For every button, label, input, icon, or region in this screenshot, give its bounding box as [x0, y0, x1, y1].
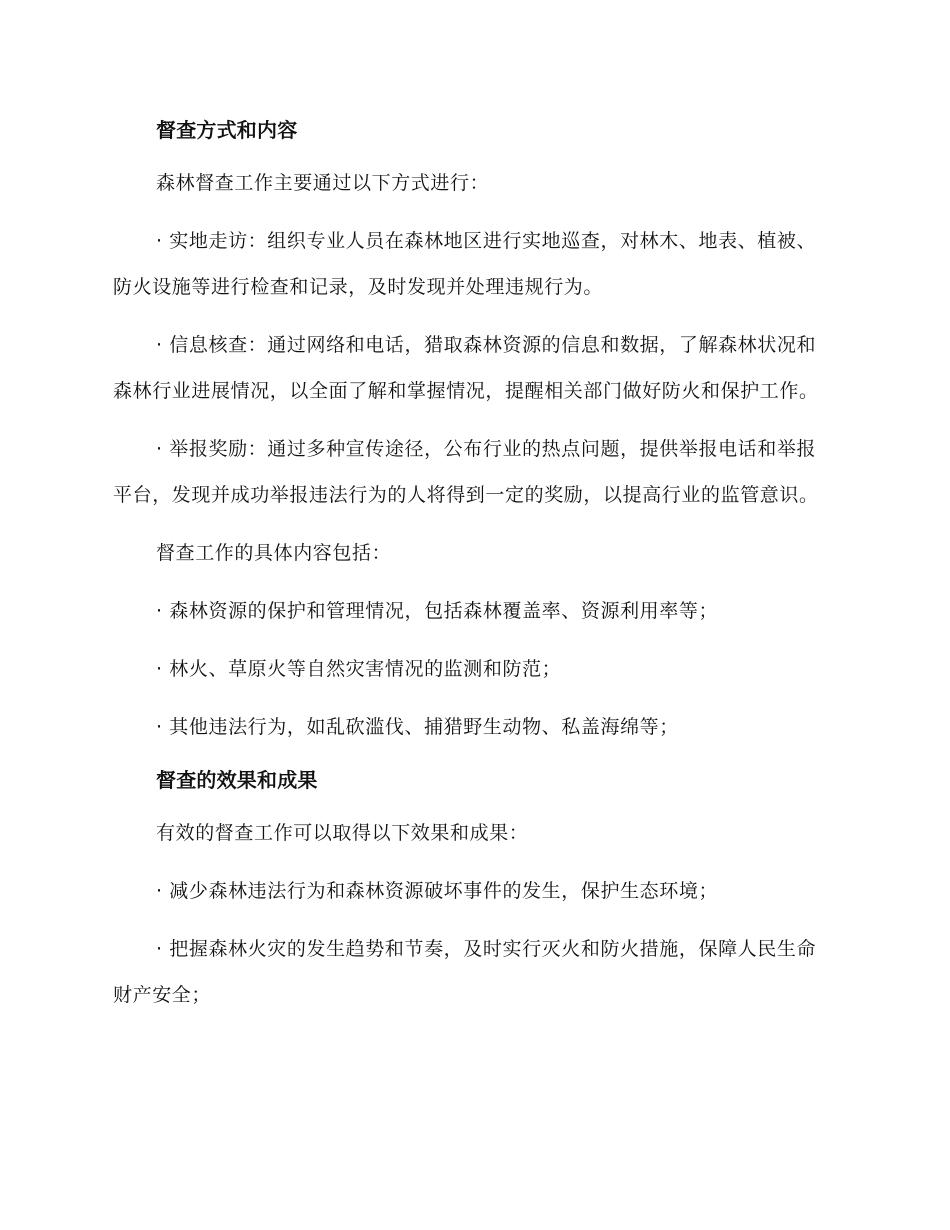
bullet-info-check: · 信息核查：通过网络和电话，猎取森林资源的信息和数据，了解森林状况和森林行业进展情况，以全面了解和掌握情况，提醒相关部门做好防火和保护工作。: [113, 334, 819, 402]
bullet-fire-monitoring: · 林火、草原火等自然灾害情况的监测和防范；: [156, 658, 562, 680]
section-heading-results: 督查的效果和成果: [156, 768, 318, 792]
bullet-reduce-violations: · 减少森林违法行为和森林资源破坏事件的发生，保护生态环境；: [156, 880, 719, 902]
bullet-fire-control: · 把握森林火灾的发生趋势和节奏，及时实行灭火和防火措施，保障人民生命财产安全；: [113, 938, 817, 1006]
bullet-field-visit: · 实地走访：组织专业人员在森林地区进行实地巡查，对林木、地表、植被、防火设施等进行检查和记录，及时发现并处理违规行为。: [113, 230, 817, 298]
paragraph-results-intro: 有效的督查工作可以取得以下效果和成果：: [156, 822, 529, 844]
paragraph-content-intro: 督查工作的具体内容包括：: [156, 542, 392, 564]
document-body: [113, 112, 835, 1018]
bullet-report-reward: · 举报奖励：通过多种宣传途径，公布行业的热点问题，提供举报电话和举报平台，发现并成功举报违法行为的人将得到一定的奖励，以提高行业的监管意识。: [113, 438, 819, 506]
section-heading-methods: 督查方式和内容: [156, 118, 298, 142]
paragraph-methods-intro: 森林督查工作主要通过以下方式进行：: [156, 172, 490, 194]
bullet-other-violations: · 其他违法行为，如乱砍滥伐、捕猎野生动物、私盖海绵等；: [156, 716, 679, 738]
bullet-resource-protection: · 森林资源的保护和管理情况，包括森林覆盖率、资源利用率等；: [156, 600, 719, 622]
